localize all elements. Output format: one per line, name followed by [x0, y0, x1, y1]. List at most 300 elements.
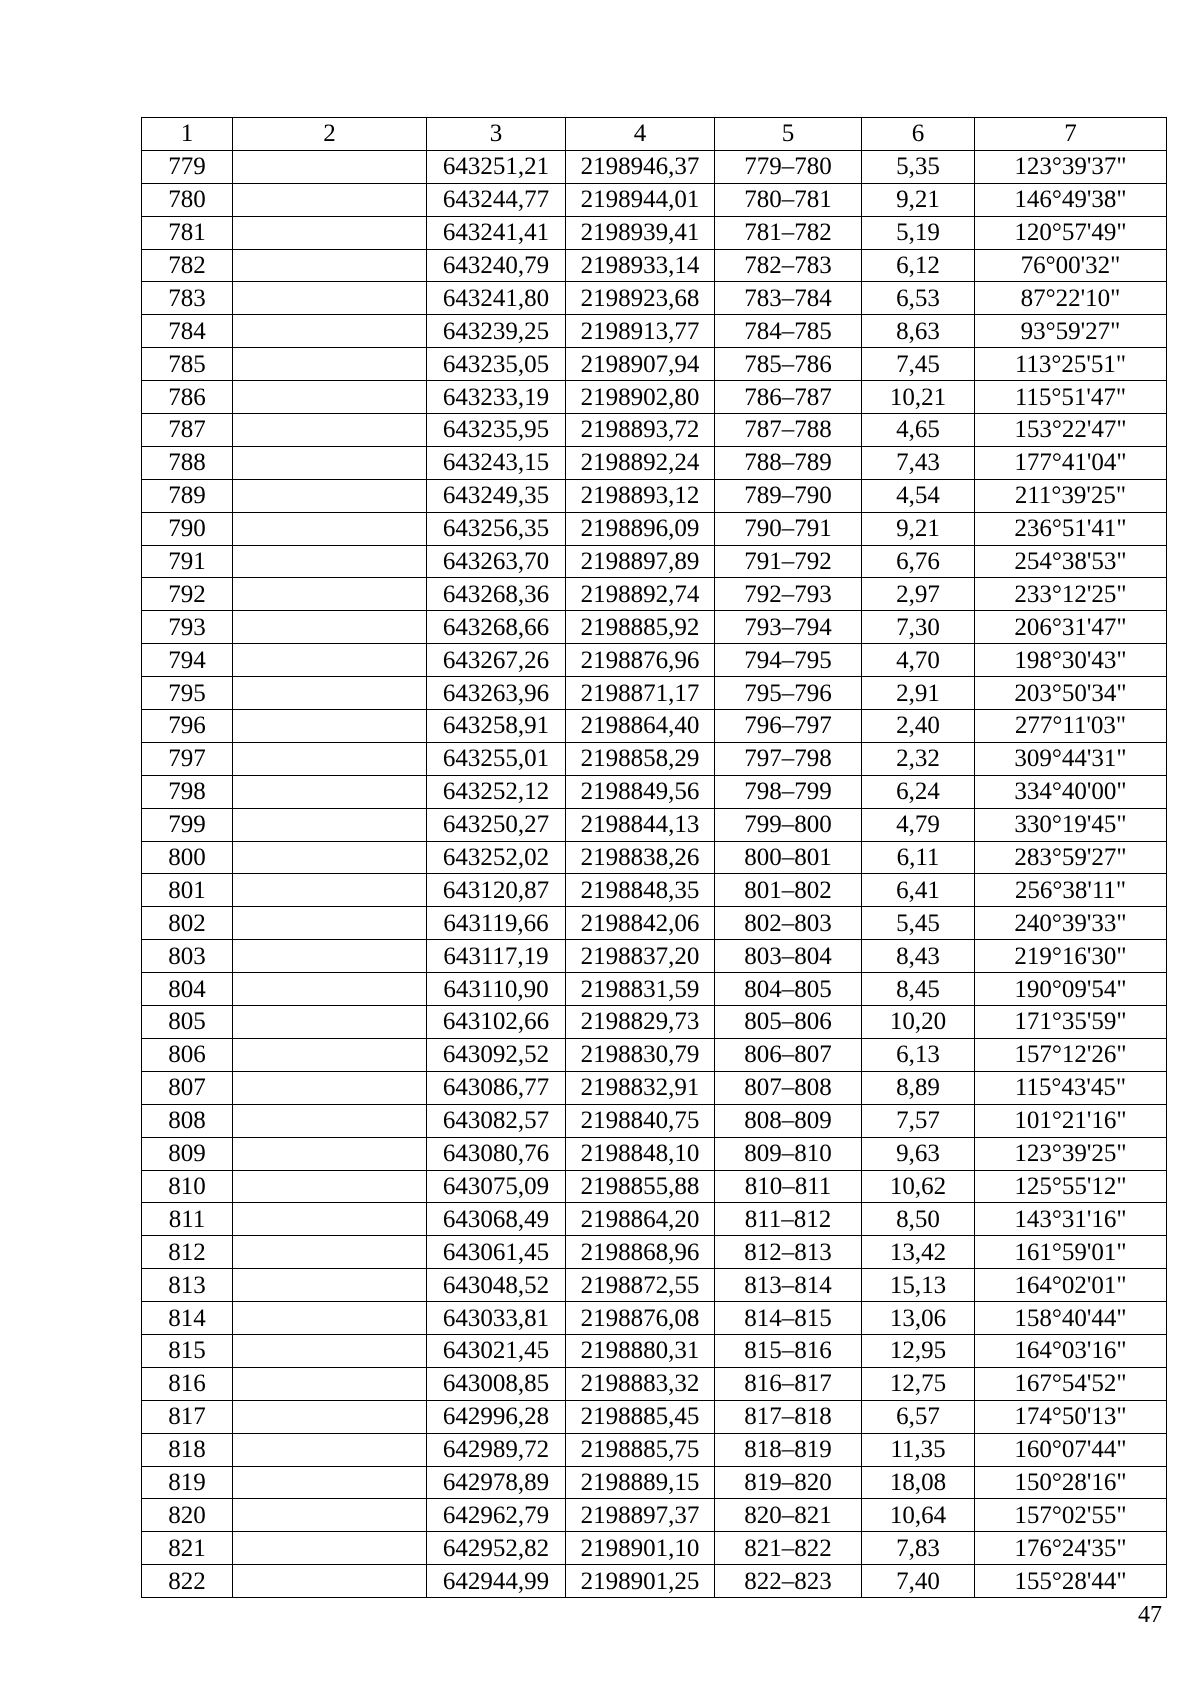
point-number-cell: 785	[142, 348, 233, 381]
x-coordinate-cell: 642962,79	[427, 1499, 566, 1532]
table-row	[142, 183, 1167, 216]
point-number-cell: 803	[142, 940, 233, 973]
y-coordinate-cell: 2198830,79	[566, 1038, 715, 1071]
bearing-cell: 164°03'16"	[975, 1334, 1167, 1367]
col2-cell	[233, 1400, 427, 1433]
length-cell: 11,35	[862, 1433, 975, 1466]
x-coordinate-cell: 643263,70	[427, 545, 566, 578]
length-cell: 2,97	[862, 578, 975, 611]
point-number-cell: 816	[142, 1367, 233, 1400]
table-row	[142, 775, 1167, 808]
point-number-cell: 809	[142, 1137, 233, 1170]
y-coordinate-cell: 2198858,29	[566, 742, 715, 775]
point-number-cell: 782	[142, 249, 233, 282]
x-coordinate-cell: 643250,27	[427, 808, 566, 841]
table-row	[142, 808, 1167, 841]
x-coordinate-cell: 643252,12	[427, 775, 566, 808]
y-coordinate-cell: 2198872,55	[566, 1269, 715, 1302]
table-row	[142, 315, 1167, 348]
col2-cell	[233, 216, 427, 249]
x-coordinate-cell: 643119,66	[427, 907, 566, 940]
point-number-cell: 788	[142, 446, 233, 479]
point-number-cell: 810	[142, 1170, 233, 1203]
length-cell: 8,63	[862, 315, 975, 348]
segment-cell: 816–817	[715, 1367, 862, 1400]
bearing-cell: 157°12'26"	[975, 1038, 1167, 1071]
segment-cell: 791–792	[715, 545, 862, 578]
table-row	[142, 545, 1167, 578]
length-cell: 2,40	[862, 710, 975, 743]
col2-cell	[233, 808, 427, 841]
table-row	[142, 150, 1167, 183]
segment-cell: 801–802	[715, 874, 862, 907]
length-cell: 7,40	[862, 1565, 975, 1598]
table-row	[142, 1203, 1167, 1236]
table-row	[142, 1236, 1167, 1269]
col2-cell	[233, 1071, 427, 1104]
col2-cell	[233, 1565, 427, 1598]
segment-cell: 808–809	[715, 1104, 862, 1137]
point-number-cell: 814	[142, 1302, 233, 1335]
table-row	[142, 611, 1167, 644]
bearing-cell: 150°28'16"	[975, 1466, 1167, 1499]
bearing-cell: 177°41'04"	[975, 446, 1167, 479]
length-cell: 6,11	[862, 841, 975, 874]
length-cell: 8,45	[862, 973, 975, 1006]
segment-cell: 809–810	[715, 1137, 862, 1170]
length-cell: 8,89	[862, 1071, 975, 1104]
point-number-cell: 794	[142, 644, 233, 677]
header-cell: 4	[566, 118, 715, 151]
x-coordinate-cell: 643075,09	[427, 1170, 566, 1203]
length-cell: 2,32	[862, 742, 975, 775]
header-cell: 2	[233, 118, 427, 151]
bearing-cell: 153°22'47"	[975, 414, 1167, 447]
point-number-cell: 813	[142, 1269, 233, 1302]
col2-cell	[233, 1006, 427, 1039]
x-coordinate-cell: 643268,36	[427, 578, 566, 611]
segment-cell: 793–794	[715, 611, 862, 644]
col2-cell	[233, 973, 427, 1006]
length-cell: 12,75	[862, 1367, 975, 1400]
y-coordinate-cell: 2198946,37	[566, 150, 715, 183]
table-row	[142, 1170, 1167, 1203]
bearing-cell: 76°00'32"	[975, 249, 1167, 282]
col2-cell	[233, 1302, 427, 1335]
y-coordinate-cell: 2198868,96	[566, 1236, 715, 1269]
length-cell: 7,30	[862, 611, 975, 644]
table-row	[142, 446, 1167, 479]
table-row	[142, 874, 1167, 907]
col2-cell	[233, 710, 427, 743]
y-coordinate-cell: 2198897,89	[566, 545, 715, 578]
y-coordinate-cell: 2198831,59	[566, 973, 715, 1006]
length-cell: 6,24	[862, 775, 975, 808]
x-coordinate-cell: 643092,52	[427, 1038, 566, 1071]
bearing-cell: 161°59'01"	[975, 1236, 1167, 1269]
segment-cell: 792–793	[715, 578, 862, 611]
segment-cell: 780–781	[715, 183, 862, 216]
y-coordinate-cell: 2198837,20	[566, 940, 715, 973]
point-number-cell: 779	[142, 150, 233, 183]
x-coordinate-cell: 643021,45	[427, 1334, 566, 1367]
col2-cell	[233, 742, 427, 775]
table-row	[142, 1071, 1167, 1104]
x-coordinate-cell: 643243,15	[427, 446, 566, 479]
segment-cell: 797–798	[715, 742, 862, 775]
coordinates-table	[141, 117, 1167, 1598]
x-coordinate-cell: 642978,89	[427, 1466, 566, 1499]
length-cell: 4,70	[862, 644, 975, 677]
y-coordinate-cell: 2198883,32	[566, 1367, 715, 1400]
col2-cell	[233, 1137, 427, 1170]
segment-cell: 802–803	[715, 907, 862, 940]
length-cell: 6,13	[862, 1038, 975, 1071]
y-coordinate-cell: 2198892,74	[566, 578, 715, 611]
bearing-cell: 167°54'52"	[975, 1367, 1167, 1400]
table-row	[142, 1006, 1167, 1039]
point-number-cell: 821	[142, 1532, 233, 1565]
bearing-cell: 164°02'01"	[975, 1269, 1167, 1302]
col2-cell	[233, 1236, 427, 1269]
segment-cell: 818–819	[715, 1433, 862, 1466]
col2-cell	[233, 1499, 427, 1532]
table-row	[142, 940, 1167, 973]
col2-cell	[233, 249, 427, 282]
col2-cell	[233, 545, 427, 578]
length-cell: 6,12	[862, 249, 975, 282]
point-number-cell: 812	[142, 1236, 233, 1269]
col2-cell	[233, 183, 427, 216]
segment-cell: 784–785	[715, 315, 862, 348]
point-number-cell: 806	[142, 1038, 233, 1071]
x-coordinate-cell: 643241,41	[427, 216, 566, 249]
bearing-cell: 198°30'43"	[975, 644, 1167, 677]
table-row	[142, 479, 1167, 512]
x-coordinate-cell: 643267,26	[427, 644, 566, 677]
y-coordinate-cell: 2198923,68	[566, 282, 715, 315]
point-number-cell: 791	[142, 545, 233, 578]
table-row	[142, 677, 1167, 710]
segment-cell: 795–796	[715, 677, 862, 710]
table-row	[142, 644, 1167, 677]
segment-cell: 779–780	[715, 150, 862, 183]
col2-cell	[233, 644, 427, 677]
segment-cell: 799–800	[715, 808, 862, 841]
segment-cell: 804–805	[715, 973, 862, 1006]
point-number-cell: 807	[142, 1071, 233, 1104]
bearing-cell: 113°25'51"	[975, 348, 1167, 381]
col2-cell	[233, 611, 427, 644]
col2-cell	[233, 775, 427, 808]
segment-cell: 813–814	[715, 1269, 862, 1302]
y-coordinate-cell: 2198933,14	[566, 249, 715, 282]
y-coordinate-cell: 2198907,94	[566, 348, 715, 381]
y-coordinate-cell: 2198876,08	[566, 1302, 715, 1335]
x-coordinate-cell: 643068,49	[427, 1203, 566, 1236]
segment-cell: 798–799	[715, 775, 862, 808]
bearing-cell: 240°39'33"	[975, 907, 1167, 940]
segment-cell: 811–812	[715, 1203, 862, 1236]
x-coordinate-cell: 643033,81	[427, 1302, 566, 1335]
y-coordinate-cell: 2198849,56	[566, 775, 715, 808]
segment-cell: 822–823	[715, 1565, 862, 1598]
segment-cell: 820–821	[715, 1499, 862, 1532]
y-coordinate-cell: 2198876,96	[566, 644, 715, 677]
segment-cell: 782–783	[715, 249, 862, 282]
bearing-cell: 219°16'30"	[975, 940, 1167, 973]
length-cell: 10,62	[862, 1170, 975, 1203]
y-coordinate-cell: 2198885,75	[566, 1433, 715, 1466]
point-number-cell: 817	[142, 1400, 233, 1433]
segment-cell: 807–808	[715, 1071, 862, 1104]
col2-cell	[233, 348, 427, 381]
y-coordinate-cell: 2198889,15	[566, 1466, 715, 1499]
col2-cell	[233, 1038, 427, 1071]
length-cell: 9,21	[862, 183, 975, 216]
bearing-cell: 256°38'11"	[975, 874, 1167, 907]
bearing-cell: 158°40'44"	[975, 1302, 1167, 1335]
length-cell: 6,53	[862, 282, 975, 315]
table-row	[142, 1433, 1167, 1466]
bearing-cell: 87°22'10"	[975, 282, 1167, 315]
x-coordinate-cell: 642952,82	[427, 1532, 566, 1565]
header-cell: 3	[427, 118, 566, 151]
table-row	[142, 578, 1167, 611]
table-row	[142, 1302, 1167, 1335]
bearing-cell: 174°50'13"	[975, 1400, 1167, 1433]
point-number-cell: 804	[142, 973, 233, 1006]
table-row	[142, 282, 1167, 315]
length-cell: 10,64	[862, 1499, 975, 1532]
point-number-cell: 805	[142, 1006, 233, 1039]
table-row	[142, 1137, 1167, 1170]
point-number-cell: 819	[142, 1466, 233, 1499]
point-number-cell: 787	[142, 414, 233, 447]
col2-cell	[233, 940, 427, 973]
table-row	[142, 1565, 1167, 1598]
segment-cell: 796–797	[715, 710, 862, 743]
y-coordinate-cell: 2198892,24	[566, 446, 715, 479]
point-number-cell: 799	[142, 808, 233, 841]
y-coordinate-cell: 2198829,73	[566, 1006, 715, 1039]
point-number-cell: 801	[142, 874, 233, 907]
y-coordinate-cell: 2198864,20	[566, 1203, 715, 1236]
x-coordinate-cell: 643061,45	[427, 1236, 566, 1269]
bearing-cell: 254°38'53"	[975, 545, 1167, 578]
y-coordinate-cell: 2198842,06	[566, 907, 715, 940]
segment-cell: 819–820	[715, 1466, 862, 1499]
table-row	[142, 414, 1167, 447]
bearing-cell: 334°40'00"	[975, 775, 1167, 808]
col2-cell	[233, 907, 427, 940]
table-row	[142, 512, 1167, 545]
col2-cell	[233, 1334, 427, 1367]
x-coordinate-cell: 643239,25	[427, 315, 566, 348]
point-number-cell: 789	[142, 479, 233, 512]
table-row	[142, 249, 1167, 282]
bearing-cell: 123°39'37"	[975, 150, 1167, 183]
y-coordinate-cell: 2198832,91	[566, 1071, 715, 1104]
point-number-cell: 820	[142, 1499, 233, 1532]
segment-cell: 812–813	[715, 1236, 862, 1269]
y-coordinate-cell: 2198885,45	[566, 1400, 715, 1433]
x-coordinate-cell: 643117,19	[427, 940, 566, 973]
header-cell: 7	[975, 118, 1167, 151]
x-coordinate-cell: 642989,72	[427, 1433, 566, 1466]
segment-cell: 783–784	[715, 282, 862, 315]
col2-cell	[233, 381, 427, 414]
length-cell: 5,19	[862, 216, 975, 249]
header-cell: 6	[862, 118, 975, 151]
col2-cell	[233, 677, 427, 710]
length-cell: 8,43	[862, 940, 975, 973]
header-cell: 1	[142, 118, 233, 151]
y-coordinate-cell: 2198944,01	[566, 183, 715, 216]
bearing-cell: 146°49'38"	[975, 183, 1167, 216]
length-cell: 12,95	[862, 1334, 975, 1367]
col2-cell	[233, 282, 427, 315]
bearing-cell: 203°50'34"	[975, 677, 1167, 710]
col2-cell	[233, 446, 427, 479]
point-number-cell: 786	[142, 381, 233, 414]
x-coordinate-cell: 643235,05	[427, 348, 566, 381]
x-coordinate-cell: 643110,90	[427, 973, 566, 1006]
x-coordinate-cell: 643102,66	[427, 1006, 566, 1039]
point-number-cell: 792	[142, 578, 233, 611]
bearing-cell: 157°02'55"	[975, 1499, 1167, 1532]
point-number-cell: 822	[142, 1565, 233, 1598]
x-coordinate-cell: 643235,95	[427, 414, 566, 447]
segment-cell: 805–806	[715, 1006, 862, 1039]
length-cell: 7,57	[862, 1104, 975, 1137]
bearing-cell: 211°39'25"	[975, 479, 1167, 512]
col2-cell	[233, 150, 427, 183]
segment-cell: 785–786	[715, 348, 862, 381]
x-coordinate-cell: 643241,80	[427, 282, 566, 315]
bearing-cell: 123°39'25"	[975, 1137, 1167, 1170]
length-cell: 5,35	[862, 150, 975, 183]
length-cell: 9,63	[862, 1137, 975, 1170]
x-coordinate-cell: 643258,91	[427, 710, 566, 743]
y-coordinate-cell: 2198871,17	[566, 677, 715, 710]
col2-cell	[233, 1466, 427, 1499]
x-coordinate-cell: 643268,66	[427, 611, 566, 644]
segment-cell: 803–804	[715, 940, 862, 973]
table-row	[142, 841, 1167, 874]
point-number-cell: 783	[142, 282, 233, 315]
x-coordinate-cell: 643251,21	[427, 150, 566, 183]
bearing-cell: 143°31'16"	[975, 1203, 1167, 1236]
point-number-cell: 815	[142, 1334, 233, 1367]
bearing-cell: 120°57'49"	[975, 216, 1167, 249]
x-coordinate-cell: 643240,79	[427, 249, 566, 282]
x-coordinate-cell: 643080,76	[427, 1137, 566, 1170]
col2-cell	[233, 1269, 427, 1302]
point-number-cell: 781	[142, 216, 233, 249]
point-number-cell: 793	[142, 611, 233, 644]
length-cell: 13,42	[862, 1236, 975, 1269]
point-number-cell: 811	[142, 1203, 233, 1236]
col2-cell	[233, 1433, 427, 1466]
y-coordinate-cell: 2198901,25	[566, 1565, 715, 1598]
point-number-cell: 780	[142, 183, 233, 216]
y-coordinate-cell: 2198838,26	[566, 841, 715, 874]
x-coordinate-cell: 643249,35	[427, 479, 566, 512]
point-number-cell: 796	[142, 710, 233, 743]
x-coordinate-cell: 643244,77	[427, 183, 566, 216]
length-cell: 6,57	[862, 1400, 975, 1433]
point-number-cell: 795	[142, 677, 233, 710]
col2-cell	[233, 1170, 427, 1203]
point-number-cell: 797	[142, 742, 233, 775]
point-number-cell: 798	[142, 775, 233, 808]
point-number-cell: 784	[142, 315, 233, 348]
segment-cell: 786–787	[715, 381, 862, 414]
segment-cell: 787–788	[715, 414, 862, 447]
table-header-row	[142, 118, 1167, 151]
bearing-cell: 115°51'47"	[975, 381, 1167, 414]
length-cell: 7,43	[862, 446, 975, 479]
table-row	[142, 1269, 1167, 1302]
y-coordinate-cell: 2198893,12	[566, 479, 715, 512]
bearing-cell: 93°59'27"	[975, 315, 1167, 348]
segment-cell: 806–807	[715, 1038, 862, 1071]
length-cell: 5,45	[862, 907, 975, 940]
table-row	[142, 1532, 1167, 1565]
table-row	[142, 216, 1167, 249]
x-coordinate-cell: 643082,57	[427, 1104, 566, 1137]
col2-cell	[233, 315, 427, 348]
length-cell: 18,08	[862, 1466, 975, 1499]
segment-cell: 789–790	[715, 479, 862, 512]
col2-cell	[233, 414, 427, 447]
y-coordinate-cell: 2198855,88	[566, 1170, 715, 1203]
x-coordinate-cell: 643048,52	[427, 1269, 566, 1302]
length-cell: 6,76	[862, 545, 975, 578]
segment-cell: 800–801	[715, 841, 862, 874]
point-number-cell: 800	[142, 841, 233, 874]
bearing-cell: 233°12'25"	[975, 578, 1167, 611]
point-number-cell: 802	[142, 907, 233, 940]
y-coordinate-cell: 2198896,09	[566, 512, 715, 545]
bearing-cell: 101°21'16"	[975, 1104, 1167, 1137]
table-row	[142, 742, 1167, 775]
y-coordinate-cell: 2198880,31	[566, 1334, 715, 1367]
bearing-cell: 277°11'03"	[975, 710, 1167, 743]
col2-cell	[233, 578, 427, 611]
bearing-cell: 206°31'47"	[975, 611, 1167, 644]
x-coordinate-cell: 642944,99	[427, 1565, 566, 1598]
x-coordinate-cell: 643255,01	[427, 742, 566, 775]
table-row	[142, 1499, 1167, 1532]
segment-cell: 790–791	[715, 512, 862, 545]
y-coordinate-cell: 2198913,77	[566, 315, 715, 348]
bearing-cell: 115°43'45"	[975, 1071, 1167, 1104]
x-coordinate-cell: 643120,87	[427, 874, 566, 907]
bearing-cell: 125°55'12"	[975, 1170, 1167, 1203]
table-row	[142, 1367, 1167, 1400]
col2-cell	[233, 1532, 427, 1565]
length-cell: 2,91	[862, 677, 975, 710]
y-coordinate-cell: 2198893,72	[566, 414, 715, 447]
table-row	[142, 348, 1167, 381]
y-coordinate-cell: 2198864,40	[566, 710, 715, 743]
table-row	[142, 381, 1167, 414]
table-row	[142, 1038, 1167, 1071]
y-coordinate-cell: 2198902,80	[566, 381, 715, 414]
bearing-cell: 171°35'59"	[975, 1006, 1167, 1039]
